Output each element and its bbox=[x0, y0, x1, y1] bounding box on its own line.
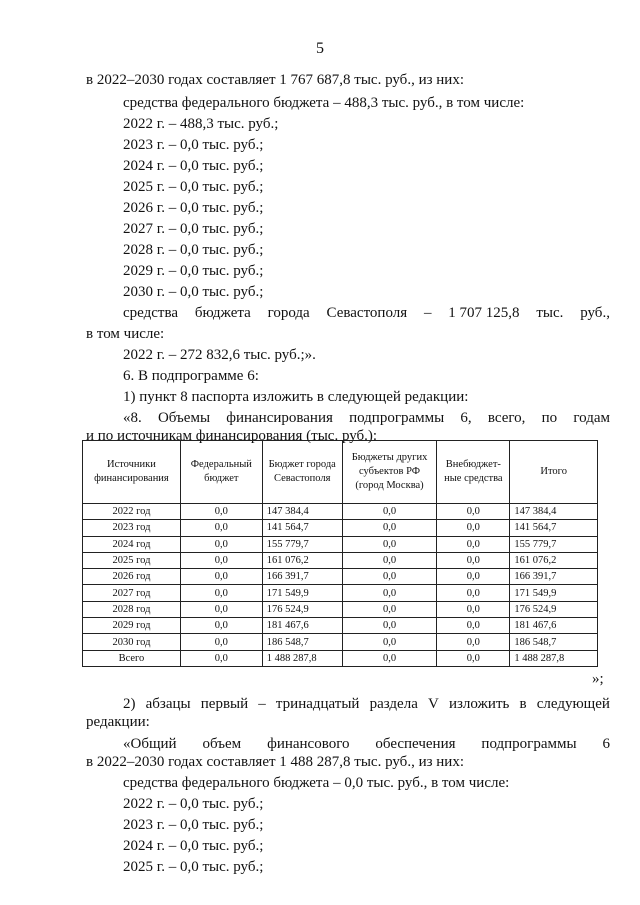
table-cell: 0,0 bbox=[180, 650, 262, 666]
word: «Общий bbox=[123, 736, 177, 752]
word: – bbox=[258, 696, 266, 712]
text-line: 2022 г. – 272 832,6 тыс. руб.;». bbox=[123, 347, 316, 363]
text-line: редакции: bbox=[86, 714, 150, 730]
year-line: 2025 г. – 0,0 тыс. руб.; bbox=[123, 859, 264, 875]
table-cell: 155 779,7 bbox=[262, 536, 342, 552]
word: подпрограммы bbox=[481, 736, 577, 752]
table-row bbox=[83, 552, 598, 568]
header-cell: Источники финансирования bbox=[83, 441, 181, 504]
table-header-row bbox=[83, 441, 598, 504]
table-cell: 161 076,2 bbox=[262, 552, 342, 568]
table-row bbox=[83, 634, 598, 650]
year-line: 2030 г. – 0,0 тыс. руб.; bbox=[123, 284, 264, 300]
table-cell: 2026 год bbox=[83, 569, 181, 585]
year-line: 2029 г. – 0,0 тыс. руб.; bbox=[123, 263, 264, 279]
year-line: 2026 г. – 0,0 тыс. руб.; bbox=[123, 200, 264, 216]
table-cell: 0,0 bbox=[342, 585, 437, 601]
table-cell: 0,0 bbox=[342, 520, 437, 536]
table-cell: 0,0 bbox=[180, 585, 262, 601]
table-cell: 1 488 287,8 bbox=[510, 650, 598, 666]
text-line: 1) пункт 8 паспорта изложить в следующей редакции: bbox=[123, 389, 469, 405]
table-row bbox=[83, 618, 598, 634]
text-line: в 2022–2030 годах составляет 1 767 687,8 тыс. руб., из них: bbox=[86, 72, 464, 88]
table-cell: 2029 год bbox=[83, 618, 181, 634]
word: всего, bbox=[487, 410, 526, 426]
table-cell: 186 548,7 bbox=[262, 634, 342, 650]
table-cell: 0,0 bbox=[437, 552, 510, 568]
justified-line bbox=[123, 408, 610, 428]
table-row bbox=[83, 601, 598, 617]
header-cell: Федеральный бюджет bbox=[180, 441, 262, 504]
table-cell: 0,0 bbox=[342, 618, 437, 634]
table-cell: 141 564,7 bbox=[510, 520, 598, 536]
table-cell: 0,0 bbox=[437, 634, 510, 650]
table-cell: 181 467,6 bbox=[510, 618, 598, 634]
year-line: 2022 г. – 488,3 тыс. руб.; bbox=[123, 116, 279, 132]
table-cell: 176 524,9 bbox=[510, 601, 598, 617]
table-row bbox=[83, 585, 598, 601]
table-cell: 186 548,7 bbox=[510, 634, 598, 650]
table-cell: 155 779,7 bbox=[510, 536, 598, 552]
table-cell: 0,0 bbox=[180, 618, 262, 634]
word: бюджета bbox=[194, 305, 251, 321]
justified-line bbox=[123, 694, 610, 714]
word: по bbox=[541, 410, 558, 426]
word: раздела bbox=[369, 696, 418, 712]
word: абзацы bbox=[145, 696, 191, 712]
table-cell: 0,0 bbox=[437, 504, 510, 520]
word: тринадцатый bbox=[275, 696, 360, 712]
table-cell: 2025 год bbox=[83, 552, 181, 568]
table-row bbox=[83, 504, 598, 520]
header-cell: Внебюджет-ные средства bbox=[437, 441, 510, 504]
table-cell: 181 467,6 bbox=[262, 618, 342, 634]
text-line: и по источникам финансирования (тыс. руб.): bbox=[86, 428, 378, 444]
word: объем bbox=[202, 736, 242, 752]
text-line: в том числе: bbox=[86, 326, 165, 342]
word: в bbox=[519, 696, 527, 712]
year-line: 2022 г. – 0,0 тыс. руб.; bbox=[123, 796, 264, 812]
table-cell: 2022 год bbox=[83, 504, 181, 520]
table-cell: 0,0 bbox=[342, 634, 437, 650]
word: годам bbox=[573, 410, 610, 426]
table-cell: 0,0 bbox=[437, 601, 510, 617]
header-cell: Итого bbox=[510, 441, 598, 504]
table-cell: 0,0 bbox=[342, 569, 437, 585]
table-row bbox=[83, 520, 598, 536]
table-cell: 0,0 bbox=[437, 569, 510, 585]
justified-line bbox=[123, 734, 610, 754]
word: изложить bbox=[448, 696, 510, 712]
table-cell: 0,0 bbox=[180, 520, 262, 536]
table-row bbox=[83, 569, 598, 585]
word: обеспечения bbox=[375, 736, 456, 752]
word: руб., bbox=[580, 305, 610, 321]
year-line: 2023 г. – 0,0 тыс. руб.; bbox=[123, 137, 264, 153]
table-cell: 171 549,9 bbox=[510, 585, 598, 601]
text-line: средства федерального бюджета – 0,0 тыс. руб., в том числе: bbox=[123, 775, 510, 791]
table-cell: 0,0 bbox=[437, 618, 510, 634]
word: подпрограммы bbox=[349, 410, 445, 426]
table-cell: 0,0 bbox=[342, 601, 437, 617]
word: Объемы bbox=[157, 410, 211, 426]
word: 1 707 125,8 bbox=[448, 305, 520, 321]
word: средства bbox=[123, 305, 179, 321]
table-cell: 2027 год bbox=[83, 585, 181, 601]
table-cell: 0,0 bbox=[180, 601, 262, 617]
table-cell: 0,0 bbox=[180, 536, 262, 552]
table-cell: 0,0 bbox=[342, 536, 437, 552]
table-cell: 2030 год bbox=[83, 634, 181, 650]
table-cell: Всего bbox=[83, 650, 181, 666]
table-cell: 0,0 bbox=[180, 504, 262, 520]
word: следующей bbox=[536, 696, 610, 712]
table-cell: 0,0 bbox=[437, 650, 510, 666]
word: 2) bbox=[123, 696, 136, 712]
text-line: средства федерального бюджета – 488,3 тыс. руб., в том числе: bbox=[123, 95, 525, 111]
word: – bbox=[423, 305, 432, 321]
page-number: 5 bbox=[316, 40, 324, 57]
year-line: 2024 г. – 0,0 тыс. руб.; bbox=[123, 158, 264, 174]
table-row-total bbox=[83, 650, 598, 666]
text-line: в 2022–2030 годах составляет 1 488 287,8 тыс. руб., из них: bbox=[86, 754, 464, 770]
year-line: 2027 г. – 0,0 тыс. руб.; bbox=[123, 221, 264, 237]
table-cell: 0,0 bbox=[180, 634, 262, 650]
word: «8. bbox=[123, 410, 142, 426]
word: финансирования bbox=[226, 410, 333, 426]
table-cell: 0,0 bbox=[342, 504, 437, 520]
table-cell: 0,0 bbox=[437, 536, 510, 552]
year-line: 2025 г. – 0,0 тыс. руб.; bbox=[123, 179, 264, 195]
table-cell: 0,0 bbox=[342, 650, 437, 666]
justified-line bbox=[123, 303, 610, 323]
table-cell: 0,0 bbox=[342, 552, 437, 568]
word: финансового bbox=[267, 736, 350, 752]
table-cell: 0,0 bbox=[180, 552, 262, 568]
word: первый bbox=[200, 696, 249, 712]
text-line: 6. В подпрограмме 6: bbox=[123, 368, 259, 384]
table-cell: 141 564,7 bbox=[262, 520, 342, 536]
table-cell: 166 391,7 bbox=[510, 569, 598, 585]
header-cell: Бюджеты других субъектов РФ (город Москва) bbox=[342, 441, 437, 504]
word: 6 bbox=[602, 736, 610, 752]
table-cell: 147 384,4 bbox=[510, 504, 598, 520]
table-cell: 2024 год bbox=[83, 536, 181, 552]
table-cell: 176 524,9 bbox=[262, 601, 342, 617]
header-cell: Бюджет города Севастополя bbox=[262, 441, 342, 504]
table-cell: 161 076,2 bbox=[510, 552, 598, 568]
table-cell: 1 488 287,8 bbox=[262, 650, 342, 666]
table-cell: 147 384,4 bbox=[262, 504, 342, 520]
year-line: 2024 г. – 0,0 тыс. руб.; bbox=[123, 838, 264, 854]
word: V bbox=[428, 696, 439, 712]
word: тыс. bbox=[536, 305, 564, 321]
word: Севастополя bbox=[326, 305, 408, 321]
table-cell: 166 391,7 bbox=[262, 569, 342, 585]
year-line: 2028 г. – 0,0 тыс. руб.; bbox=[123, 242, 264, 258]
word: 6, bbox=[460, 410, 472, 426]
financing-table bbox=[82, 440, 598, 667]
table-row bbox=[83, 536, 598, 552]
closing-quote: »; bbox=[592, 671, 604, 687]
word: города bbox=[267, 305, 310, 321]
table-cell: 2028 год bbox=[83, 601, 181, 617]
table-cell: 0,0 bbox=[437, 585, 510, 601]
table-cell: 0,0 bbox=[180, 569, 262, 585]
table-cell: 0,0 bbox=[437, 520, 510, 536]
year-line: 2023 г. – 0,0 тыс. руб.; bbox=[123, 817, 264, 833]
table-cell: 171 549,9 bbox=[262, 585, 342, 601]
table-cell: 2023 год bbox=[83, 520, 181, 536]
